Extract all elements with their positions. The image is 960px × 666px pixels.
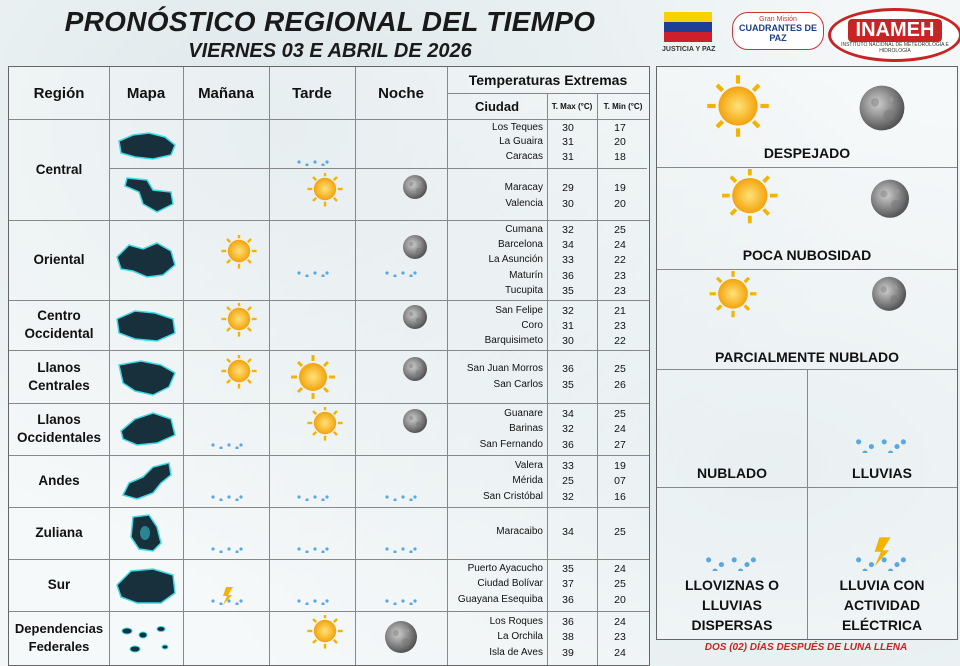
header-ciudad: Ciudad [474,98,520,114]
city-tmax: 32 [562,423,574,435]
map-centro-occidental [113,305,179,345]
map-central-2 [113,174,179,214]
region-zuliana: Zuliana [35,525,83,540]
partly-cloudy-night-icon [369,407,433,451]
map-central-1 [113,125,179,165]
city-tmin: 19 [614,460,626,472]
city-name: San Carlos [493,379,543,390]
header-temps: Temperaturas Extremas [468,72,628,88]
city-tmin: 23 [614,320,626,332]
city-tmax: 39 [562,647,574,659]
city-tmin: 25 [614,526,626,538]
city-tmin: 16 [614,491,626,503]
city-name: Ciudad Bolívar [477,578,543,589]
region-andes: Andes [38,473,80,488]
partly-cloudy-day-icon [673,271,793,347]
city-name: Caracas [505,151,543,162]
drizzle-icon [195,405,259,449]
city-name: San Felipe [495,305,543,316]
map-llanos-centrales [113,357,179,397]
header-tmin: T. Min (°C) [603,101,643,111]
city-name: Valencia [505,198,543,209]
city-tmin: 17 [614,122,626,134]
city-name: Guanare [504,408,543,419]
partly-cloudy-night-icon [823,271,943,347]
city-tmin: 24 [614,647,626,659]
city-name: La Asunción [488,254,543,265]
sunny-icon [281,355,345,399]
cloudy-icon [195,125,259,169]
page-subtitle: VIERNES 03 E ABRIL DE 2026 [188,40,472,62]
city-name: La Orchila [497,631,543,642]
city-tmax: 36 [562,594,574,606]
city-name: Barinas [509,423,543,434]
city-tmin: 23 [614,270,626,282]
partly-cloudy-night-icon [369,355,433,399]
header-noche: Noche [378,84,424,102]
city-tmax: 34 [562,239,574,251]
partly-cloudy-night-icon [369,303,433,347]
city-tmin: 20 [614,198,626,210]
city-tmax: 32 [562,305,574,317]
legend-poca-nubosidad: POCA NUBOSIDAD [742,247,872,263]
legend-lluvias: LLUVIAS [852,465,912,481]
partly-cloudy-day-icon [281,407,345,451]
city-name: Barquisimeto [484,335,543,346]
legend-parcialmente-nublado: PARCIALMENTE NUBLADO [714,349,900,365]
region-oriental: Oriental [33,252,85,267]
city-tmin: 24 [614,239,626,251]
city-tmin: 25 [614,408,626,420]
rain-icon [821,373,941,453]
header-mapa: Mapa [126,84,166,102]
city-tmax: 31 [562,151,574,163]
city-name: Guayana Esequiba [457,594,543,605]
city-tmax: 35 [562,379,574,391]
city-tmin: 22 [614,335,626,347]
city-tmax: 29 [562,182,574,194]
rain-icon [281,457,345,501]
legend-panel [656,66,958,640]
moon-icon [837,73,927,143]
city-tmin: 27 [614,439,626,451]
city-name: Mérida [512,475,543,486]
header-region: Región [33,84,85,102]
rain-icon [369,509,433,553]
city-tmax: 36 [562,363,574,375]
city-tmin: 24 [614,563,626,575]
city-name: Maracaibo [496,526,543,537]
region-llanos-occidentales: Llanos Occidentales [16,412,102,445]
city-tmin: 20 [614,594,626,606]
map-zuliana [113,513,179,553]
city-name: Barcelona [497,239,543,250]
region-central: Central [35,161,83,177]
few-clouds-night-icon [837,169,927,239]
drizzle-icon [671,491,791,571]
city-tmax: 36 [562,439,574,451]
city-tmax: 38 [562,631,574,643]
city-tmin: 21 [614,305,626,317]
city-tmin: 24 [614,616,626,628]
city-tmax: 33 [562,460,574,472]
venezuela-flag-icon [664,12,712,42]
few-clouds-day-icon [697,169,797,239]
city-tmax: 35 [562,563,574,575]
city-tmin: 25 [614,363,626,375]
city-tmin: 18 [614,151,626,163]
city-tmax: 30 [562,122,574,134]
city-name: Coro [521,320,543,331]
cloudy-icon [369,125,433,169]
moon-phase-note: DOS (02) DÍAS DESPUÉS DE LUNA LLENA [704,642,908,653]
city-name: San Cristóbal [482,491,543,502]
city-tmax: 30 [562,198,574,210]
header-tmax: T. Max (°C) [551,101,593,111]
rain-icon [195,509,259,553]
city-name: Maturín [509,270,543,281]
rain-icon [281,561,345,605]
drizzle-icon [195,457,259,501]
forecast-table [8,66,650,666]
city-tmax: 32 [562,491,574,503]
city-tmin: 22 [614,254,626,266]
header-tarde: Tarde [292,84,332,102]
legend-lloviznas: LLOVIZNAS O LLUVIAS DISPERSAS [684,577,780,633]
region-centro-occidental: Centro Occidental [24,308,94,341]
cloudy-icon [195,173,259,217]
partly-cloudy-day-icon [195,235,259,279]
city-tmin: 07 [614,475,626,487]
cloudy-icon [671,373,791,453]
drizzle-icon [281,233,345,277]
city-name: Los Teques [492,122,543,133]
city-name: San Juan Morros [466,363,543,374]
city-name: Cumana [505,224,543,235]
map-dependencias-federales [113,619,179,659]
map-andes [113,461,179,501]
header-manana: Mañana [198,84,254,102]
region-dependencias-federales: Dependencias Federales [14,621,104,654]
city-name: Valera [514,460,543,471]
city-tmax: 31 [562,320,574,332]
partly-cloudy-day-icon [281,173,345,217]
city-tmax: 33 [562,254,574,266]
city-tmin: 23 [614,285,626,297]
city-name: Tucupita [505,285,543,296]
city-tmin: 25 [614,224,626,236]
partly-cloudy-night-icon [369,173,433,217]
city-tmax: 32 [562,224,574,236]
clear-night-icon [369,615,433,659]
city-tmax: 34 [562,408,574,420]
logos [662,6,958,60]
city-tmax: 31 [562,136,574,148]
partly-cloudy-day-icon [195,355,259,399]
city-tmax: 36 [562,270,574,282]
drizzle-icon [281,122,345,166]
map-llanos-occidentales [113,409,179,449]
map-oriental [113,239,179,279]
city-tmax: 35 [562,285,574,297]
city-tmax: 34 [562,526,574,538]
city-name: San Fernando [479,439,543,450]
city-tmax: 30 [562,335,574,347]
city-tmin: 20 [614,136,626,148]
thunderstorm-icon [195,561,259,605]
city-tmin: 25 [614,578,626,590]
legend-lluvia-electrica: LLUVIA CON ACTIVIDAD ELÉCTRICA [839,577,925,633]
legend-despejado: DESPEJADO [763,145,851,161]
night-drizzle-icon [369,233,433,277]
gran-mision-logo: Gran Misión CUADRANTES DE PAZ [732,12,824,50]
city-name: Puerto Ayacucho [467,563,543,574]
city-tmax: 36 [562,616,574,628]
city-tmin: 26 [614,379,626,391]
city-tmax: 37 [562,578,574,590]
city-name: Los Roques [489,616,543,627]
thunderstorm-icon [821,491,941,571]
drizzle-icon [369,457,433,501]
drizzle-icon [281,509,345,553]
cloudy-icon [281,303,345,347]
city-tmax: 25 [562,475,574,487]
city-name: La Guaira [499,136,543,147]
sunny-icon [693,71,783,141]
page-title: PRONÓSTICO REGIONAL DEL TIEMPO [64,6,596,37]
city-tmin: 23 [614,631,626,643]
map-sur [113,565,179,605]
city-name: Maracay [504,182,543,193]
region-sur: Sur [47,577,71,592]
inameh-logo: INAMEH INSTITUTO NACIONAL DE METEOROLOGÍA E HIDROLOGÍA [828,8,960,62]
region-llanos-centrales: Llanos Centrales [28,359,90,393]
justicia-label: JUSTICIA Y PAZ [662,46,716,53]
city-tmin: 19 [614,182,626,194]
city-tmin: 24 [614,423,626,435]
city-name: Isla de Aves [489,647,543,658]
drizzle-icon [369,561,433,605]
cloudy-icon [195,615,259,659]
partly-cloudy-day-icon [195,303,259,347]
partly-cloudy-day-icon [281,615,345,659]
legend-nublado: NUBLADO [697,465,767,481]
